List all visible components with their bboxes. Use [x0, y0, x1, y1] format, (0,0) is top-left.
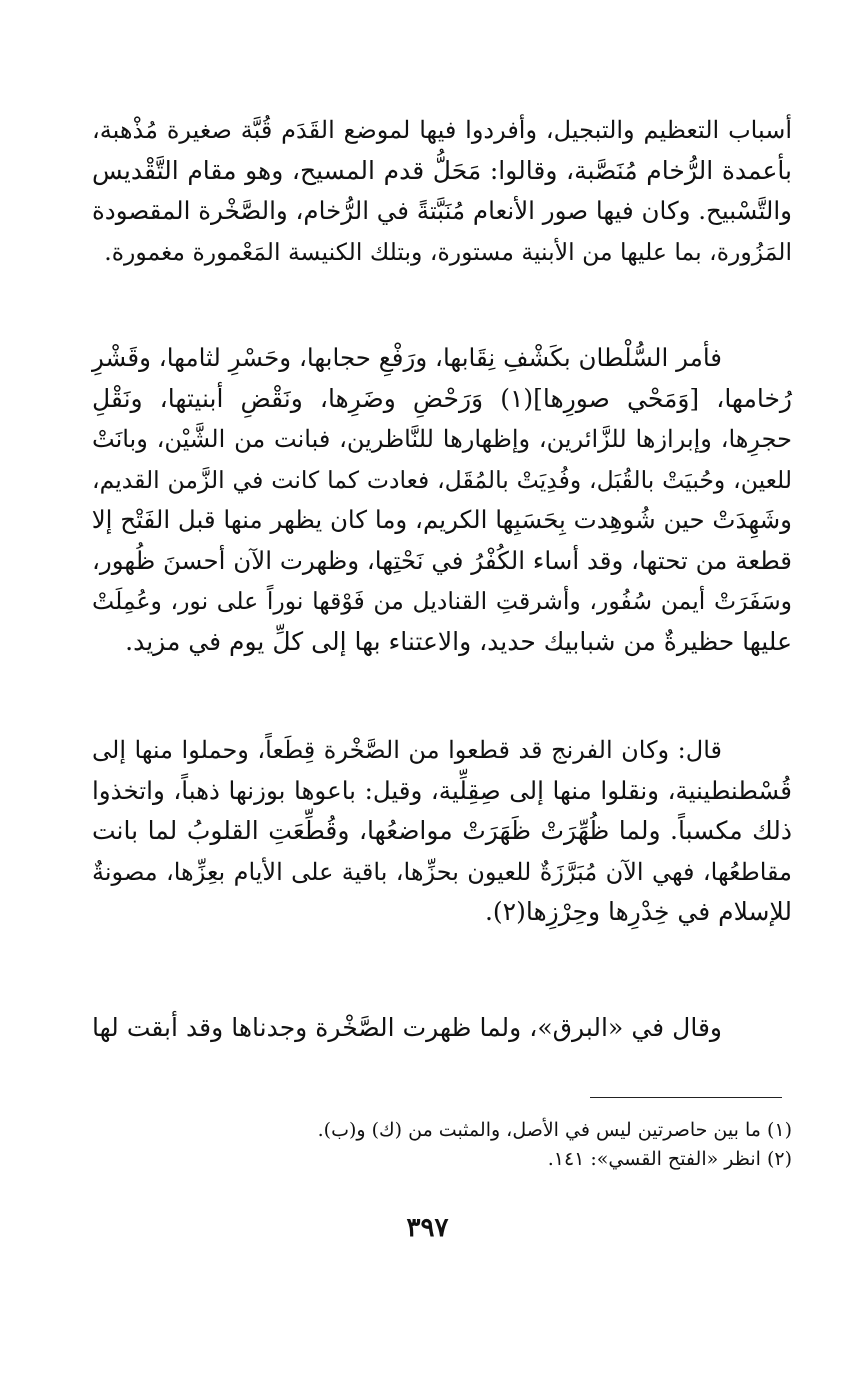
text-line: للعين، وحُبيَتْ بالقُبَل، وفُدِيَتْ بالمُقَل، فعادت كما كانت في الزَّمن القديم، [92, 465, 792, 494]
paragraph-1 [92, 110, 792, 272]
paragraph-3 [92, 730, 792, 933]
text-line: قال: وكان الفرنج قد قطعوا من الصَّخْرة قِطَعاً، وحملوا منها إلى [92, 736, 722, 764]
text-line: بأعمدة الرُّخام مُنَصَّبة، وقالوا: مَحَلُّ قدم المسيح، وهو مقام التَّقْديس [92, 155, 792, 185]
text-line: أسباب التعظيم والتبجيل، وأفردوا فيها لموضع القَدَم قُبَّة صغيرة مُذْهبة، [92, 116, 792, 144]
text-line: ذلك مكسباً. ولما ظُهِّرَتْ ظَهَرَتْ مواضعُها، وقُطِّعَتِ القلوبُ لما بانت [92, 816, 792, 845]
footnote-separator [590, 1097, 782, 1098]
text-line: وشَهِدَتْ حين شُوهِدت بِحَسَبِها الكريم، وما كان يظهر منها قبل الفَتْح إلا [91, 505, 792, 534]
text-line: مقاطعُها، فهي الآن مُبَرَّزَةٌ للعيون بحزِّها، باقية على الأيام بعِزِّها، مصونةٌ [92, 857, 793, 886]
text-line: للإسلام في خِدْرِها وحِرْزِها(٢). [484, 897, 792, 926]
text-line: حجرِها، وإبرازها للزَّائرين، وإظهارها للنَّاظرين، فبانت من الشَّيْن، وبانَتْ [92, 425, 792, 453]
text-line: قطعة من تحتها، وقد أساء الكُفْرُ في نَحْتِها، وظهرت الآن أحسنَ ظُهور، [92, 545, 793, 575]
footnote-2: (٢) انظر «الفتح القسي»: ١٤١. [547, 1148, 792, 1170]
footnotes [92, 1116, 792, 1174]
text-line: والتَّسْبيح. وكان فيها صور الأنعام مُنَبَّتةً في الرُّخام، والصَّخْرة المقصودة [91, 196, 792, 225]
text-line: المَزُورة، بما عليها من الأبنية مستورة، وبتلك الكنيسة المَعْمورة مغمورة. [104, 237, 792, 266]
text-line: وقال في «البرق»، ولما ظهرت الصَّخْرة وجدناها وقد أبقت لها [92, 1013, 722, 1042]
footnote-1: (١) ما بين حاصرتين ليس في الأصل، والمثبت من (ك) و(ب). [317, 1119, 792, 1141]
paragraph-4 [92, 1008, 792, 1049]
text-line: قُسْطنطينية، ونقلوا منها إلى صِقِلِّية، وقيل: باعوها بوزنها ذهباً، واتخذوا [92, 775, 792, 805]
text-line: فأمر السُّلْطان بكَشْفِ نِقَابها، ورَفْعِ حجابها، وحَسْرِ لثامها، وقَشْرِ [92, 343, 722, 372]
page-number: ٣٩٧ [406, 1213, 449, 1243]
text-line: عليها حظيرةٌ من شبابيك حديد، والاعتناء بها إلى كلِّ يوم في مزيد. [125, 626, 792, 656]
paragraph-2 [92, 338, 792, 662]
text-line: وسَفَرَتْ أيمن سُفُور، وأشرقتِ القناديل من فَوْقها نوراً على نور، وعُمِلَتْ [92, 587, 792, 615]
text-line: رُخامها، [وَمَحْي صورِها](١) وَرَحْضِ وضَرِها، ونَقْضِ أبنيتها، ونَقْلِ [92, 383, 792, 413]
